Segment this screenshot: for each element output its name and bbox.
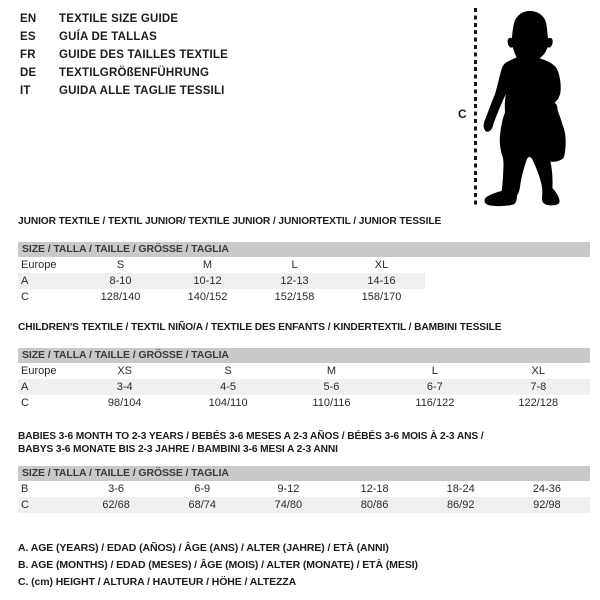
language-label: TEXTILGRÖßENFÜHRUNG bbox=[59, 67, 210, 79]
note-height-cm: C. (cm) HEIGHT / ALTURA / HAUTEUR / HÖHE / ALTEZZA bbox=[18, 576, 297, 588]
section-babies-title-line1: BABIES 3-6 MONTH TO 2-3 YEARS / BEBÉS 3-6 MESES A 2-3 AÑOS / BÉBÉS 3-6 MOIS À 2-3 ANS / bbox=[18, 431, 484, 442]
language-code: EN bbox=[20, 13, 37, 25]
size-value-cell: 80/86 bbox=[360, 499, 389, 511]
size-value-cell: 10-12 bbox=[193, 275, 222, 287]
row-label-cell: Europe bbox=[21, 259, 57, 271]
language-label: GUÍA DE TALLAS bbox=[59, 31, 157, 43]
row-label-cell: Europe bbox=[21, 365, 57, 377]
tables-content bbox=[18, 0, 590, 591]
section-babies-title-line2: BABYS 3-6 MONATE BIS 2-3 JAHRE / BAMBINI 3-6 MESI A 2-3 ANNI bbox=[18, 444, 338, 455]
section-children-title: CHILDREN'S TEXTILE / TEXTIL NIÑO/A / TEXTILE DES ENFANTS / KINDERTEXTIL / BAMBINI TESSILE bbox=[18, 322, 502, 333]
size-value-cell: 86/92 bbox=[446, 499, 475, 511]
table-row bbox=[18, 273, 425, 289]
size-value-cell: 3-6 bbox=[108, 483, 125, 495]
babies-size-table bbox=[18, 466, 590, 513]
size-value-cell: 7-8 bbox=[530, 381, 547, 393]
row-label-cell: A bbox=[21, 275, 29, 287]
junior-size-table bbox=[18, 242, 590, 305]
size-value-cell: 14-16 bbox=[367, 275, 396, 287]
size-value-cell: L bbox=[291, 259, 298, 271]
row-label-cell: C bbox=[21, 499, 29, 511]
size-value-cell: M bbox=[202, 259, 213, 271]
size-value-cell: 6-7 bbox=[426, 381, 443, 393]
table-row bbox=[18, 363, 590, 379]
language-label: GUIDA ALLE TAGLIE TESSILI bbox=[59, 85, 225, 97]
note-age-years: A. AGE (YEARS) / EDAD (AÑOS) / ÂGE (ANS) / ALTER (JAHRE) / ETÀ (ANNI) bbox=[18, 542, 389, 554]
size-value-cell: 104/110 bbox=[208, 397, 248, 409]
size-value-cell: 68/74 bbox=[188, 499, 216, 511]
size-value-cell: 12-13 bbox=[280, 275, 309, 287]
size-value-cell: 122/128 bbox=[518, 397, 559, 409]
size-value-cell: 5-6 bbox=[323, 381, 340, 393]
table-row bbox=[18, 395, 590, 411]
size-table-header: SIZE / TALLA / TAILLE / GRÖSSE / TAGLIA bbox=[18, 242, 590, 257]
language-code: FR bbox=[20, 49, 36, 61]
size-value-cell: S bbox=[224, 365, 232, 377]
size-value-cell: XL bbox=[374, 259, 389, 271]
size-value-cell: 74/80 bbox=[274, 499, 303, 511]
table-row bbox=[18, 497, 590, 513]
size-value-cell: 98/104 bbox=[107, 397, 142, 409]
table-row bbox=[18, 257, 425, 273]
size-value-cell: 6-9 bbox=[194, 483, 211, 495]
size-value-cell: 4-5 bbox=[220, 381, 237, 393]
row-label-cell: C bbox=[21, 291, 29, 303]
section-babies bbox=[18, 430, 590, 513]
row-label-cell: B bbox=[21, 483, 29, 495]
size-value-cell: 3-4 bbox=[116, 381, 133, 393]
section-children bbox=[18, 321, 590, 411]
size-value-cell: 128/140 bbox=[100, 291, 141, 303]
table-row bbox=[18, 289, 425, 305]
size-value-cell: 110/116 bbox=[312, 397, 351, 409]
size-value-cell: 158/170 bbox=[361, 291, 402, 303]
row-label-cell: A bbox=[21, 381, 29, 393]
size-value-cell: 12-18 bbox=[360, 483, 389, 495]
language-code: DE bbox=[20, 67, 37, 79]
section-junior bbox=[18, 215, 590, 305]
table-row bbox=[18, 379, 590, 395]
language-label: TEXTILE SIZE GUIDE bbox=[59, 13, 179, 25]
size-value-cell: 18-24 bbox=[446, 483, 475, 495]
size-value-cell: 140/152 bbox=[187, 291, 228, 303]
language-code: IT bbox=[20, 85, 31, 97]
size-value-cell: XL bbox=[531, 365, 546, 377]
size-value-cell: 116/122 bbox=[415, 397, 455, 409]
children-size-table bbox=[18, 348, 590, 411]
size-value-cell: 152/158 bbox=[274, 291, 315, 303]
legend-notes bbox=[18, 540, 590, 591]
size-table-header: SIZE / TALLA / TAILLE / GRÖSSE / TAGLIA bbox=[18, 348, 590, 363]
language-code: ES bbox=[20, 31, 36, 43]
size-value-cell: 92/98 bbox=[533, 499, 561, 511]
size-table-header: SIZE / TALLA / TAILLE / GRÖSSE / TAGLIA bbox=[18, 466, 590, 481]
measure-c-label: C bbox=[458, 107, 467, 121]
size-value-cell: S bbox=[116, 259, 125, 271]
size-value-cell: L bbox=[431, 365, 438, 377]
size-value-cell: 62/68 bbox=[102, 499, 130, 511]
row-label-cell: C bbox=[21, 397, 29, 409]
section-junior-title: JUNIOR TEXTILE / TEXTIL JUNIOR/ TEXTILE JUNIOR / JUNIORTEXTIL / JUNIOR TESSILE bbox=[18, 216, 442, 227]
language-label: GUIDE DES TAILLES TEXTILE bbox=[59, 49, 228, 61]
size-value-cell: 24-36 bbox=[532, 483, 561, 495]
size-value-cell: 9-12 bbox=[277, 483, 300, 495]
table-row bbox=[18, 481, 590, 497]
size-value-cell: M bbox=[326, 365, 337, 377]
note-age-months: B. AGE (MONTHS) / EDAD (MESES) / ÂGE (MOIS) / ALTER (MONATE) / ETÀ (MESI) bbox=[18, 559, 418, 571]
size-value-cell: XS bbox=[117, 365, 133, 377]
size-value-cell: 8-10 bbox=[109, 275, 132, 287]
